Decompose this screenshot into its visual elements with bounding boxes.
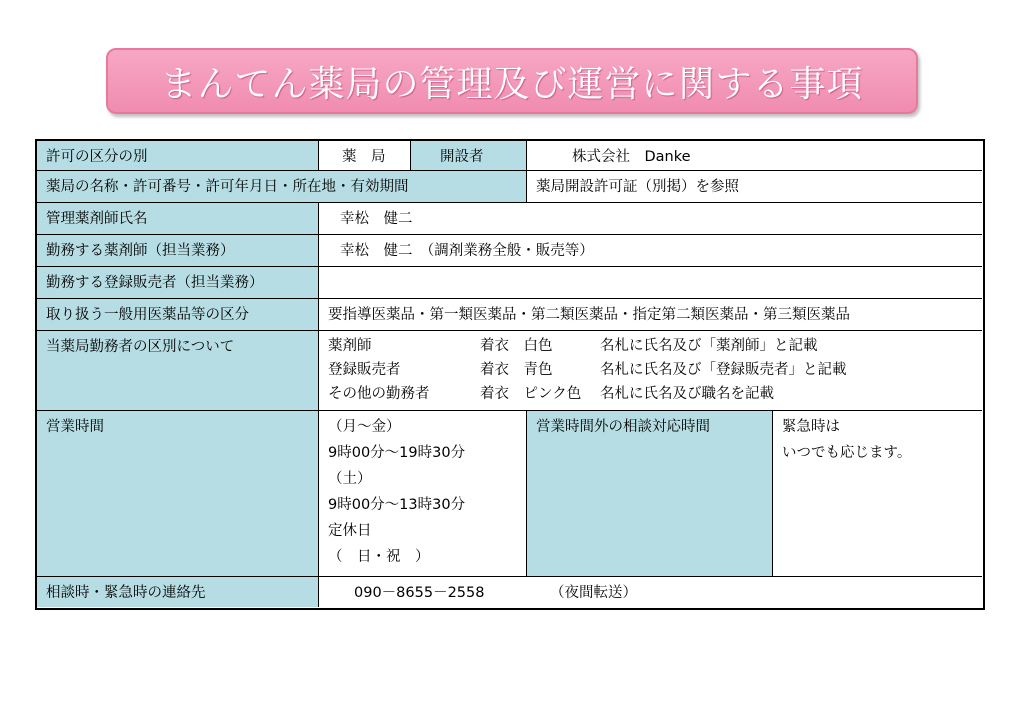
value-permit-class: 薬 局: [318, 140, 410, 170]
after-hours-line: いつでも応じます。: [782, 445, 912, 461]
label-permit-class: 許可の区分の別: [36, 140, 318, 170]
label-registered-sellers: 勤務する登録販売者（担当業務）: [36, 266, 318, 298]
hours-line: 定休日: [328, 523, 372, 539]
staff-tag: 名札に氏名及び「薬剤師」と記載: [600, 338, 818, 354]
label-after-hours: 営業時間外の相談対応時間: [526, 410, 772, 576]
hours-line: 9時00分～13時30分: [328, 497, 466, 513]
label-pharmacists: 勤務する薬剤師（担当業務）: [36, 234, 318, 266]
label-manager: 管理薬剤師氏名: [36, 202, 318, 234]
value-founder: 株式会社 Danke: [526, 140, 982, 170]
label-staff-distinction: 当薬局勤務者の区別について: [36, 330, 318, 410]
contact-phone: 090－8655－2558: [354, 585, 485, 601]
value-drug-categories: 要指導医薬品・第一類医薬品・第二類医薬品・指定第二類医薬品・第三類医薬品: [318, 298, 982, 330]
staff-coat: 着衣 白色: [480, 338, 553, 354]
staff-coat: 着衣 ピンク色: [480, 386, 582, 402]
label-founder: 開設者: [410, 140, 526, 170]
label-pharmacy-info: 薬局の名称・許可番号・許可年月日・所在地・有効期間: [36, 170, 526, 202]
value-pharmacy-info: 薬局開設許可証（別掲）を参照: [526, 170, 982, 202]
title-banner: [106, 48, 918, 114]
label-hours: 営業時間: [36, 410, 318, 576]
value-manager: 幸松 健二: [318, 202, 982, 234]
after-hours-line: 緊急時は: [782, 419, 840, 435]
value-pharmacists: 幸松 健二 （調剤業務全般・販売等）: [318, 234, 982, 266]
contact-note: （夜間転送）: [550, 585, 637, 601]
page-title: まんてん薬局の管理及び運営に関する事項: [160, 63, 864, 105]
staff-role: 薬剤師: [328, 338, 372, 354]
hours-line: （月～金）: [328, 419, 401, 435]
label-contact: 相談時・緊急時の連絡先: [36, 576, 318, 607]
staff-coat: 着衣 青色: [480, 362, 553, 378]
staff-tag: 名札に氏名及び職名を記載: [600, 386, 774, 402]
staff-tag: 名札に氏名及び「登録販売者」と記載: [600, 362, 847, 378]
label-drug-categories: 取り扱う一般用医薬品等の区分: [36, 298, 318, 330]
hours-line: 9時00分～19時30分: [328, 445, 466, 461]
staff-role: その他の勤務者: [328, 386, 430, 402]
staff-role: 登録販売者: [328, 362, 401, 378]
hours-line: （ 日・祝 ）: [328, 549, 430, 565]
hours-line: （土）: [328, 471, 372, 487]
